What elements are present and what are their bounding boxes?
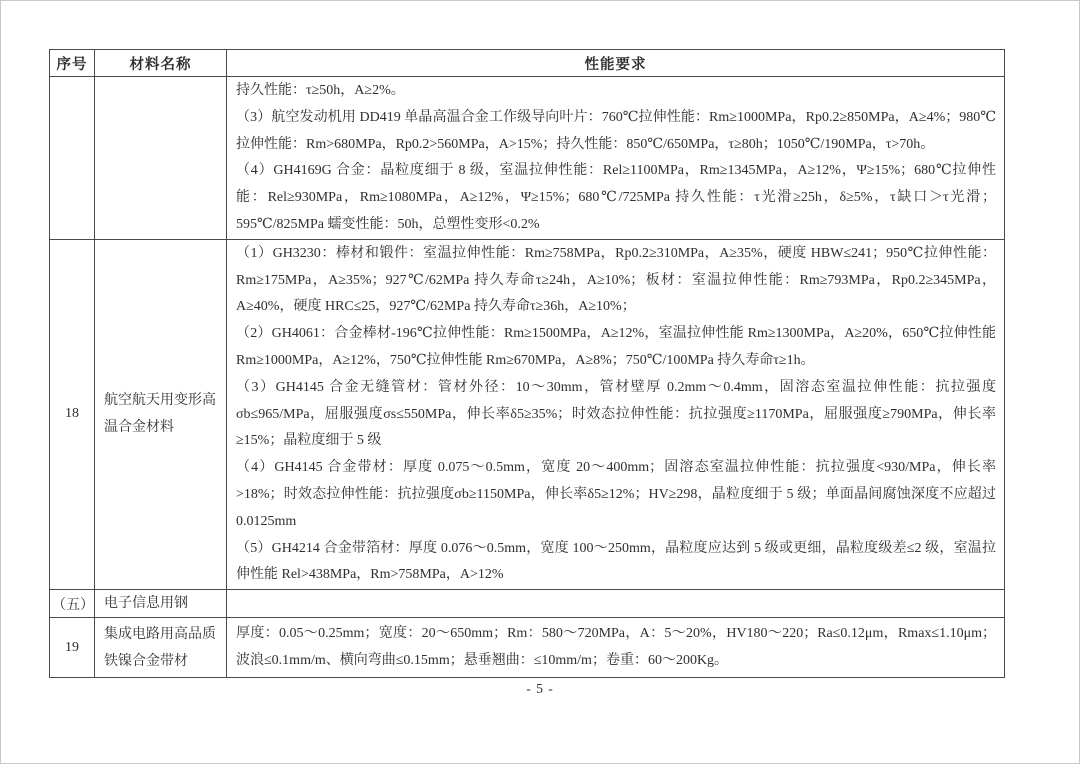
serial-number-cell: （五） (50, 590, 95, 618)
material-name-cell: 航空航天用变形高温合金材料 (95, 239, 227, 589)
header-serial-number: 序号 (50, 50, 95, 77)
table-row-18 (50, 239, 1005, 589)
requirement-paragraph: （3）航空发动机用 DD419 单晶高温合金工作级导向叶片：760℃拉伸性能：Rm≥1000MPa，Rp0.2≥850MPa，A≥4%；980℃拉伸性能：Rm>680MPa，Rp0.2>560MPa，A>15%；持久性能：850℃/650MPa，τ≥80h；1050℃/190MPa，τ>70h。 (236, 109, 996, 152)
requirement-paragraph: （4）GH4145 合金带材：厚度 0.075～0.5mm，宽度 20～400mm；固溶态室温拉伸性能：抗拉强度<930/MPa，伸长率>18%；时效态拉伸性能：抗拉强度σb≥1150MPa，伸长率δ5≥12%；HV≥298，晶粒度细于 5 级；单面晶间腐蚀深度不应超过 0.0125mm (236, 460, 996, 529)
requirement-paragraph: （3）GH4145 合金无缝管材：管材外径：10～30mm，管材壁厚 0.2mm～0.4mm，固溶态室温拉伸性能：抗拉强度σb≤965/MPa，屈服强度σs≤550MPa，伸长率δ5≥35%；时效态拉伸性能：抗拉强度≥1170MPa，屈服强度≥790MPa，伸长率≥15%；晶粒度细于 5 级 (236, 379, 996, 449)
requirement-paragraph: 厚度：0.05～0.25mm；宽度：20～650mm；Rm：580～720MPa，A：5～20%，HV180～220；Ra≤0.12μm，Rmax≤1.10μm；波浪≤0.1mm/m、横向弯曲≤0.15mm；悬垂翘曲：≤10mm/m；卷重：60～200Kg。 (236, 626, 996, 669)
requirement-paragraph: 持久性能：τ≥50h，A≥2%。 (236, 83, 405, 98)
serial-number-cell: 18 (50, 239, 95, 589)
header-performance-requirements: 性能要求 (227, 50, 1005, 77)
materials-table (49, 49, 1005, 678)
table-header-row (50, 50, 1005, 77)
requirement-paragraph: （2）GH4061：合金棒材-196℃拉伸性能：Rm≥1500MPa，A≥12%，室温拉伸性能 Rm≥1300MPa，A≥20%，650℃拉伸性能 Rm≥1000MPa，A≥12%，750℃拉伸性能 Rm≥670MPa，A≥8%；750℃/100MPa 持久寿命τ≥1h。 (236, 326, 996, 368)
page-number: - 5 - (526, 681, 554, 696)
requirements-cell (227, 590, 1005, 618)
material-name-cell: 电子信息用钢 (95, 590, 227, 618)
serial-number-cell: 19 (50, 618, 95, 678)
requirement-paragraph: （4）GH4169G 合金：晶粒度细于 8 级，室温拉伸性能：Rel≥1100MPa，Rm≥1345MPa，A≥12%，Ψ≥15%；680℃拉伸性能：Rel≥930MPa，Rm≥1080MPa，A≥12%，Ψ≥15%；680℃/725MPa 持久性能：τ光滑≥25h，δ≥5%，τ缺口＞τ光滑；595℃/825MPa 蠕变性能：50h，总塑性变形<0.2% (236, 163, 996, 232)
requirements-cell (227, 77, 1005, 240)
table-row-section-5 (50, 590, 1005, 618)
requirements-cell (227, 239, 1005, 589)
table-row-19 (50, 618, 1005, 678)
material-name-cell (95, 77, 227, 240)
material-name-cell: 集成电路用高品质铁镍合金带材 (95, 618, 227, 678)
table-row-continuation (50, 77, 1005, 240)
serial-number-cell (50, 77, 95, 240)
requirements-cell (227, 618, 1005, 678)
requirement-paragraph: （1）GH3230：棒材和锻件：室温拉伸性能：Rm≥758MPa，Rp0.2≥310MPa，A≥35%，硬度 HBW≤241；950℃拉伸性能：Rm≥175MPa，A≥35%；927℃/62MPa 持久寿命τ≥24h，A≥10%；板材：室温拉伸性能：Rm≥793MPa，Rp0.2≥345MPa，A≥40%，硬度 HRC≤25，927℃/62MPa 持久寿命τ≥36h，A≥10%； (236, 245, 996, 315)
header-material-name: 材料名称 (95, 50, 227, 77)
requirement-paragraph: （5）GH4214 合金带箔材：厚度 0.076～0.5mm，宽度 100～250mm，晶粒度应达到 5 级或更细，晶粒度级差≤2 级，室温拉伸性能 Rel>438MPa，Rm>758MPa，A>12% (236, 540, 996, 583)
